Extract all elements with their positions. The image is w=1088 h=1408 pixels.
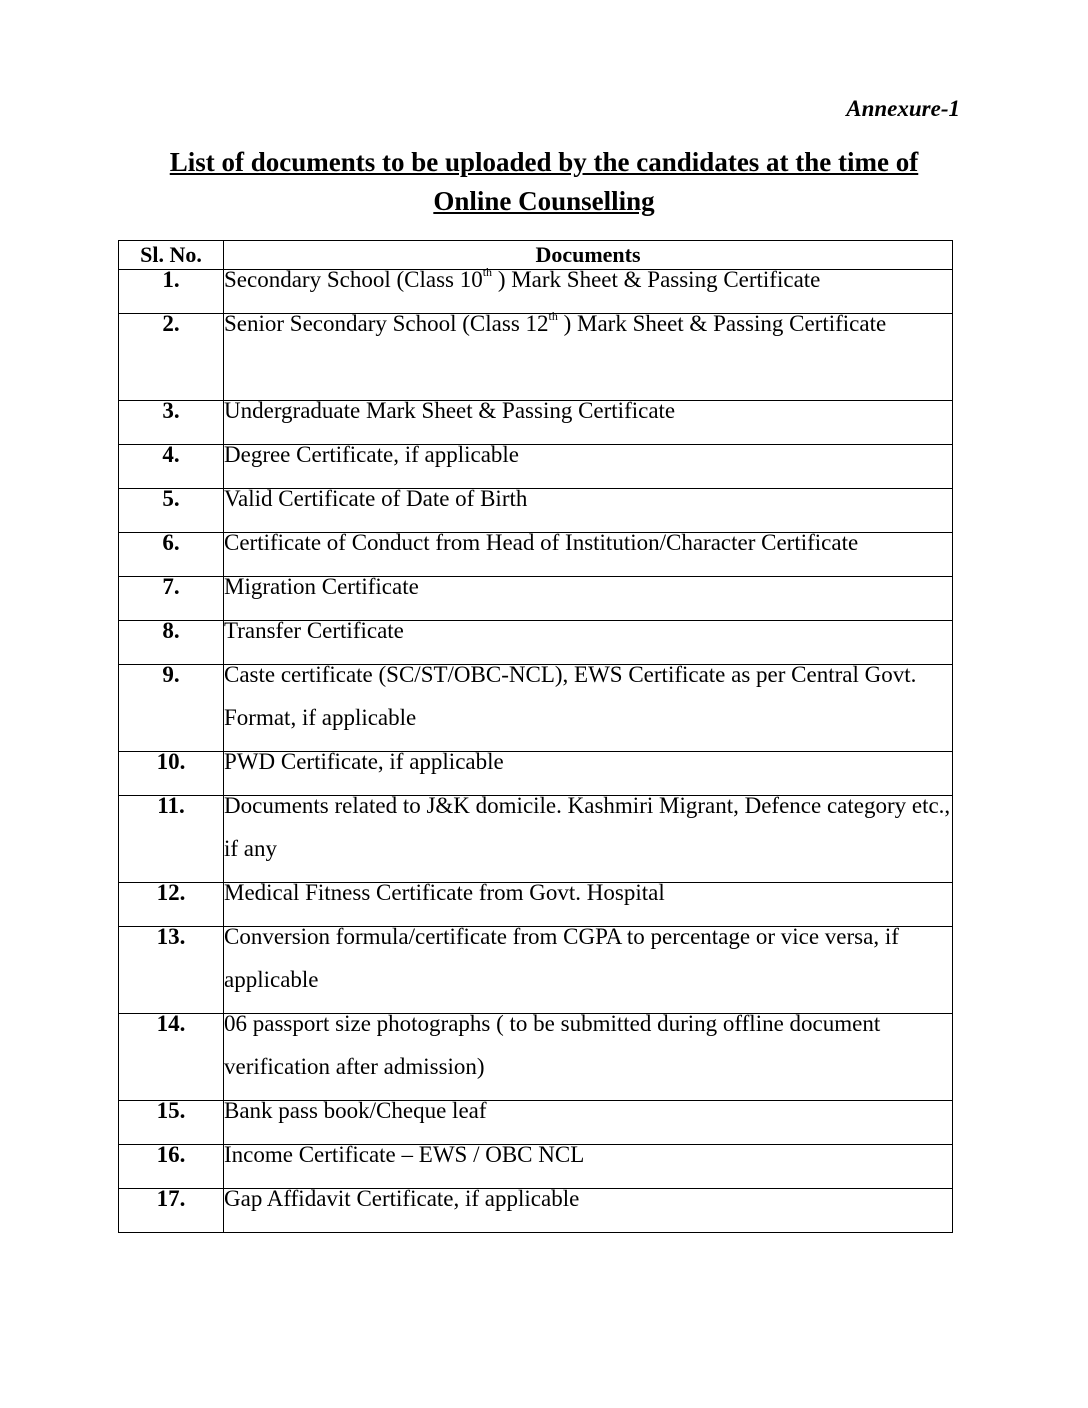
row-document-text: Migration Certificate	[224, 574, 419, 599]
document-title	[0, 143, 1088, 221]
row-number-text: 5.	[162, 486, 180, 511]
superscript-ordinal: th	[548, 309, 558, 324]
row-document	[224, 1011, 953, 1101]
title-line-2: Online Counselling	[433, 186, 655, 216]
row-number-text: 11.	[157, 793, 185, 818]
row-number-text: 15.	[156, 1098, 186, 1123]
row-number-text: 9.	[162, 662, 180, 687]
row-document-text: Degree Certificate, if applicable	[224, 442, 520, 467]
table-row	[119, 1189, 953, 1233]
table-row	[119, 314, 953, 401]
document-text-after: ) Mark Sheet & Passing Certificate	[557, 311, 887, 336]
row-number	[119, 1011, 224, 1101]
row-number-text: 12.	[156, 880, 186, 905]
row-number	[119, 311, 224, 401]
annexure-label: Annexure-1	[846, 96, 960, 121]
row-document-text: Conversion formula/certificate from CGPA to percentage or vice versa, if applicable	[224, 924, 899, 992]
row-number-text: 6.	[162, 530, 180, 555]
row-document-text: Medical Fitness Certificate from Govt. Hospital	[224, 880, 665, 905]
document-text-after: ) Mark Sheet & Passing Certificate	[492, 267, 821, 292]
row-number-text: 7.	[162, 574, 180, 599]
row-number-text: 16.	[156, 1142, 186, 1167]
superscript-ordinal: th	[482, 265, 493, 280]
row-document-text: Documents related to J&K domicile. Kashmiri Migrant, Defence category etc., if any	[224, 793, 951, 861]
row-document-text: Bank pass book/Cheque leaf	[224, 1098, 487, 1123]
row-number-text: 14.	[156, 1011, 186, 1036]
row-document-text	[224, 258, 952, 305]
row-document-text: Gap Affidavit Certificate, if applicable	[224, 1186, 580, 1211]
document-text-before: Secondary School (Class 10	[224, 267, 483, 292]
table-row	[119, 665, 953, 752]
row-document-text	[224, 302, 952, 349]
row-document-text: Certificate of Conduct from Head of Institution/Character Certificate	[224, 530, 859, 555]
header-sl-no: Sl. No.	[119, 241, 224, 270]
row-document-text: Undergraduate Mark Sheet & Passing Certificate	[224, 398, 676, 423]
row-number-text: 17.	[156, 1186, 186, 1211]
row-document-text: Income Certificate – EWS / OBC NCL	[224, 1142, 585, 1167]
row-number-text: 1.	[162, 267, 180, 292]
row-number	[119, 1186, 224, 1233]
header-documents: Documents	[224, 241, 953, 270]
row-document-text: PWD Certificate, if applicable	[224, 749, 504, 774]
title-line-1: List of documents to be uploaded by the candidates at the time of	[169, 147, 919, 177]
row-number	[119, 793, 224, 883]
row-document	[224, 662, 953, 752]
row-number	[119, 924, 224, 1014]
table-row	[119, 796, 953, 883]
row-document	[224, 924, 953, 1014]
row-number	[119, 662, 224, 752]
row-document	[224, 1186, 953, 1233]
row-number-text: 3.	[162, 398, 180, 423]
row-number-text: 8.	[162, 618, 180, 643]
row-number-text: 13.	[156, 924, 186, 949]
row-document-text: Valid Certificate of Date of Birth	[224, 486, 528, 511]
row-number-text: 4.	[162, 442, 180, 467]
row-document-text: Caste certificate (SC/ST/OBC-NCL), EWS Certificate as per Central Govt. Format, if applicable	[224, 662, 917, 730]
row-number-text: 2.	[162, 311, 180, 336]
row-document	[224, 309, 953, 401]
table-row	[119, 927, 953, 1014]
row-document-text: 06 passport size photographs ( to be submitted during offline document verification after admission)	[224, 1011, 881, 1079]
table-row	[119, 1014, 953, 1101]
row-document	[224, 793, 953, 883]
row-document-text: Transfer Certificate	[224, 618, 404, 643]
documents-table	[118, 240, 953, 1233]
document-text-before: Senior Secondary School (Class 12	[224, 311, 549, 336]
row-number-text: 10.	[156, 749, 186, 774]
